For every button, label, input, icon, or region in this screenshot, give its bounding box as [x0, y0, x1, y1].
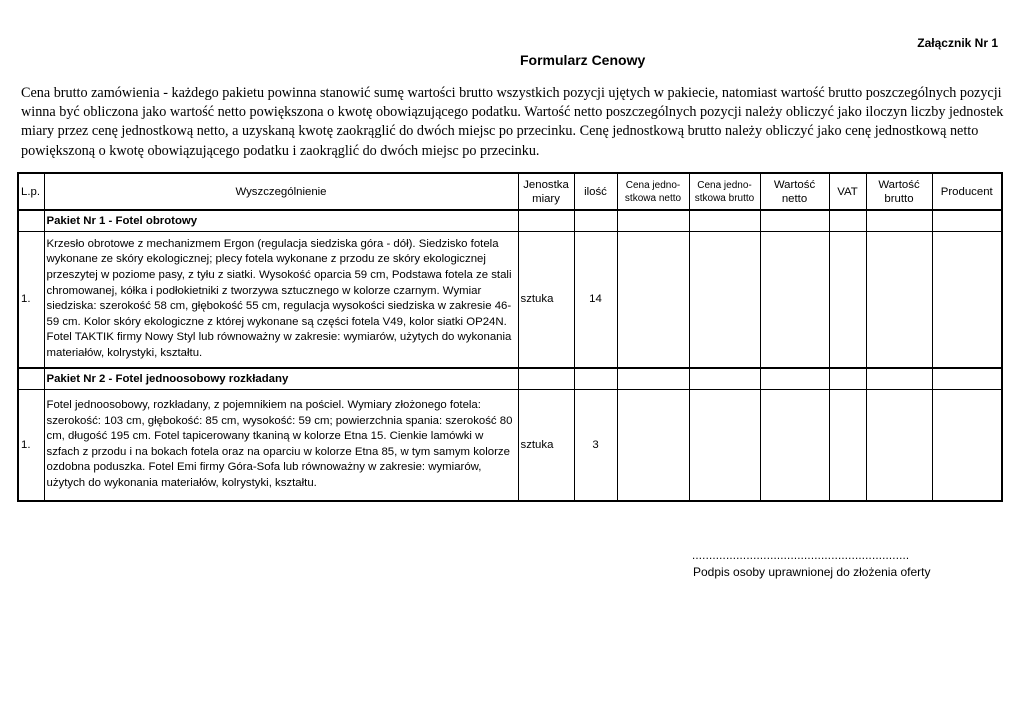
package-row-1 — [18, 210, 1002, 231]
package-name-2: Pakiet Nr 2 - Fotel jednoosobowy rozkładany — [44, 368, 518, 389]
item-unit-net-input[interactable] — [617, 231, 689, 368]
item-unit: sztuka — [518, 231, 574, 368]
item-unit: sztuka — [518, 389, 574, 501]
annex-label: Załącznik Nr 1 — [917, 36, 998, 50]
item-producer-input[interactable] — [932, 389, 1002, 501]
item-unit-gross-input[interactable] — [689, 389, 760, 501]
intro-paragraph: Cena brutto zamówienia - każdego pakietu powinna stanowić sumę wartości brutto wszystkich pozycji ujętych w pakiecie, natomiast wartość brutto poszczególnych pozycji winna być obliczona jako wartość netto powiększona o kwotę obowiązującego podatku. Wartość netto poszczególnych pozycji należy obliczyć jako iloczyn liczby jednostek miary przez cenę jednostkową netto, a uzyskaną kwotę zaokrąglić do dwóch miejsc po przecinku. Cenę jednostkową brutto należy obliczyć jako cenę jednostkową netto powiększoną o kwotę obowiązującego podatku i zaokrąglić do dwóch miejsc po przecinku. — [21, 85, 1004, 159]
package-lp-cell — [18, 210, 44, 231]
item-producer-input[interactable] — [932, 231, 1002, 368]
page-title: Formularz Cenowy — [520, 52, 646, 68]
col-header-gross-value: Wartość brutto — [866, 173, 932, 210]
item-lp: 1. — [18, 389, 44, 501]
pricing-table — [17, 172, 1003, 502]
col-header-unit-gross: Cena jedno-stkowa brutto — [689, 173, 760, 210]
table-row — [18, 231, 1002, 368]
col-header-producer: Producent — [932, 173, 1002, 210]
package-row-2 — [18, 368, 1002, 389]
item-net-value-input[interactable] — [760, 389, 829, 501]
item-description: Fotel jednoosobowy, rozkładany, z pojemnikiem na pościel. Wymiary złożonego fotela: szerokość: 103 cm, głębokość: 85 cm, wysokość: 59 cm; powierzchnia spania: szerokość 80 cm, długość 195 cm. Fotel tapicerowany tkaniną w kolorze Etna 15. Cienkie lamówki w szfach z przodu i na bokach fotela oraz na oparciu w kolorze Etna 85, w tym samym kolorze ozdobna poduszka. Fotel Emi firmy Góra-Sofa lub równoważny w zakresie: wymiarów, użytych do wykonania materiałów, kolrystyki, kształtu. — [44, 389, 518, 501]
package-lp-cell — [18, 368, 44, 389]
col-header-lp: L.p. — [18, 173, 44, 210]
table-header-row — [18, 173, 1002, 210]
table-row — [18, 389, 1002, 501]
item-qty: 14 — [574, 231, 617, 368]
item-net-value-input[interactable] — [760, 231, 829, 368]
col-header-qty: ilość — [574, 173, 617, 210]
item-vat-input[interactable] — [829, 231, 866, 368]
item-unit-net-input[interactable] — [617, 389, 689, 501]
item-unit-gross-input[interactable] — [689, 231, 760, 368]
item-qty: 3 — [574, 389, 617, 501]
col-header-spec: Wyszczególnienie — [44, 173, 518, 210]
col-header-net-value: Wartość netto — [760, 173, 829, 210]
item-vat-input[interactable] — [829, 389, 866, 501]
item-description: Krzesło obrotowe z mechanizmem Ergon (regulacja siedziska góra - dół). Siedzisko fotela wykonane ze skóry ekologicznej; plecy fotela wykonane z przodu ze skóry ekologicznej przeszytej w poziome pasy, z tyłu z siatki. Wysokość oparcia 59 cm, Podstawa fotela ze stali chromowanej, kółka i podłokietniki z tworzywa sztucznego w kolorze czarnym. Wymiar siedziska: szerokość 58 cm, głębokość 55 cm, regulacja wysokości siedziska w zakresie 46-59 cm. Kolor skóry ekologiczne z której wykonane są części fotela V49, kolor siatki OP24N. Fotel TAKTIK firmy Nowy Styl lub równoważny w zakresie: wymiarów, użytych do wykonania materiałów, kolrystyki, kształtu. — [44, 231, 518, 368]
col-header-unit-net: Cena jedno-stkowa netto — [617, 173, 689, 210]
item-gross-value-input[interactable] — [866, 231, 932, 368]
package-name-1: Pakiet Nr 1 - Fotel obrotowy — [44, 210, 518, 231]
col-header-vat: VAT — [829, 173, 866, 210]
item-gross-value-input[interactable] — [866, 389, 932, 501]
col-header-unit: Jenostka miary — [518, 173, 574, 210]
item-lp: 1. — [18, 231, 44, 368]
signature-line: ................................................................ — [692, 550, 910, 562]
signature-label: Podpis osoby uprawnionej do złożenia oferty — [693, 565, 931, 579]
